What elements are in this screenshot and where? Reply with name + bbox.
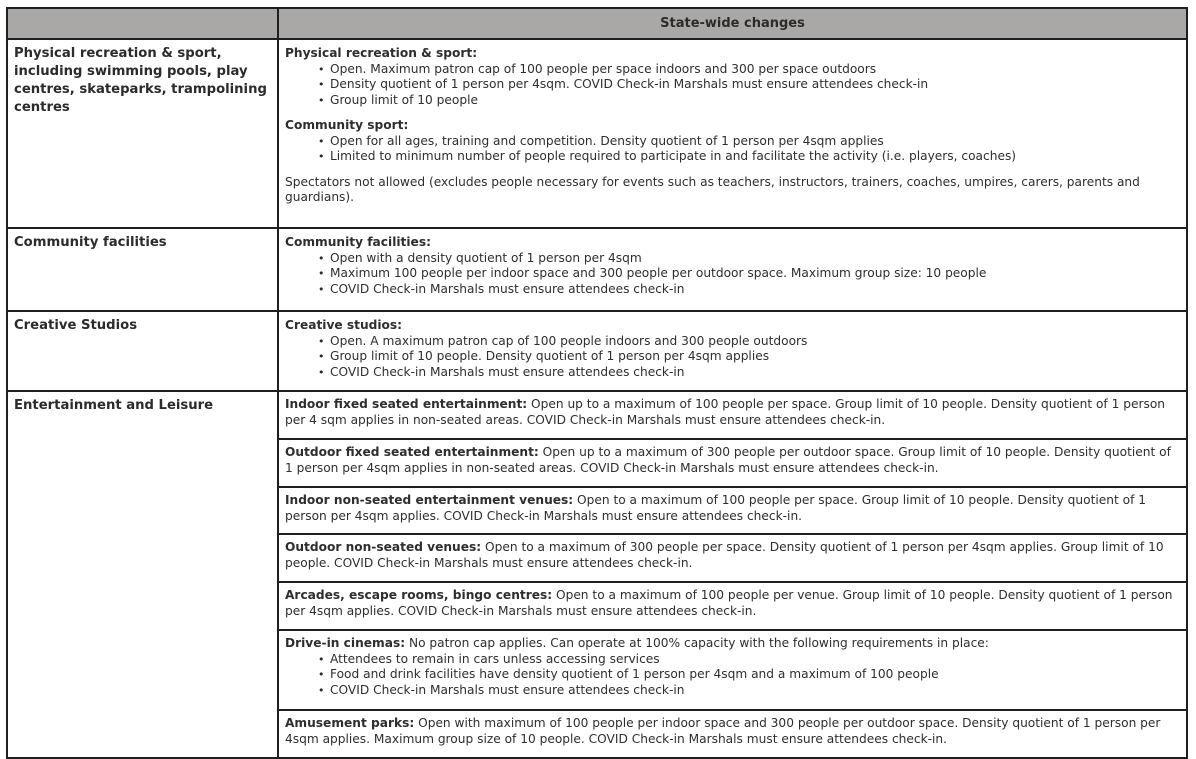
bullet-list [285,62,1180,109]
subrow-text: Open to a maximum of 300 people per space. Density quotient of 1 person per 4sqm applies. Group limit of 10 people. COVID Check-in Marshals must ensure attendees check-in. [285,540,1164,570]
category-cell: Creative Studios [8,312,279,390]
list-item: • Group limit of 10 people [330,93,1180,109]
section-title: Physical recreation & sport: [285,46,478,60]
details-cell [279,312,1186,390]
list-item: • Food and drink facilities have density quotient of 1 person per 4sqm and a maximum of 100 people [330,667,1180,683]
list-item: • COVID Check-in Marshals must ensure attendees check-in [330,683,1180,699]
list-item: • COVID Check-in Marshals must ensure attendees check-in [330,282,1180,298]
subrow-outdoor-fixed-seated [279,438,1186,486]
list-item: • Open for all ages, training and competition. Density quotient of 1 person per 4sqm applies [330,134,1180,150]
list-item: • Open. Maximum patron cap of 100 people per space indoors and 300 per space outdoors [330,62,1180,78]
subrow-title: Indoor non-seated entertainment venues: [285,493,574,507]
details-cell [279,229,1186,310]
category-cell: Entertainment and Leisure [8,392,279,757]
subrow-arcades [279,581,1186,629]
bullet-list [285,334,1180,381]
bullet-list [285,134,1180,165]
subrow-title: Drive-in cinemas: [285,636,406,650]
subrow-title: Arcades, escape rooms, bingo centres: [285,588,553,602]
subrow-title: Outdoor non-seated venues: [285,540,482,554]
subrow-amusement-parks [279,709,1186,757]
list-item: • Open. A maximum patron cap of 100 people indoors and 300 people outdoors [330,334,1180,350]
subrow-title: Indoor fixed seated entertainment: [285,397,528,411]
list-item: • Density quotient of 1 person per 4sqm. COVID Check-in Marshals must ensure attendees check-in [330,77,1180,93]
bullet-list [285,652,1180,699]
list-item: • Open with a density quotient of 1 person per 4sqm [330,251,1180,267]
list-item: • Limited to minimum number of people required to participate in and facilitate the activity (i.e. players, coaches) [330,149,1180,165]
section-title: Creative studios: [285,318,403,332]
table-row-physical-recreation [8,38,1186,227]
table-row-community-facilities [8,227,1186,310]
details-cell [279,392,1186,757]
subrow-text: Open with maximum of 100 people per indoor space and 300 people per outdoor space. Density quotient of 1 person per 4sqm applies. Maximum group size of 10 people. COVID Check-in Marshals must ensure attendees check-in. [285,716,1161,746]
section-title: Community sport: [285,118,409,132]
category-cell: Physical recreation & sport, including swimming pools, play centres, skateparks, trampolining centres [8,40,279,227]
section-title: Community facilities: [285,235,431,249]
subrow-text: Open up to a maximum of 300 people per outdoor space. Group limit of 10 people. Density quotient of 1 person per 4sqm applies in non-seated areas. COVID Check-in Marshals must ensure attendees check-in. [285,445,1171,475]
header-cell-category [8,9,279,38]
subrow-text: Open to a maximum of 100 people per venue. Group limit of 10 people. Density quotient of 1 person per 4sqm applies. COVID Check-in Marshals must ensure attendees check-in. [285,588,1173,618]
subrow-text: Open up to a maximum of 100 people per space. Group limit of 10 people. Density quotient of 1 person per 4 sqm applies in non-seated areas. COVID Check-in Marshals must ensure attendees check-in. [285,397,1166,427]
list-item: • COVID Check-in Marshals must ensure attendees check-in [330,365,1180,381]
subrow-title: Amusement parks: [285,716,415,730]
subrow-drive-in-cinemas [279,629,1186,709]
table-header-row [8,9,1186,38]
subrow-indoor-non-seated [279,486,1186,533]
list-item: • Group limit of 10 people. Density quotient of 1 person per 4sqm applies [330,349,1180,365]
subrow-outdoor-non-seated [279,533,1186,581]
list-item: • Maximum 100 people per indoor space and 300 people per outdoor space. Maximum group size: 10 people [330,266,1180,282]
restrictions-table [6,7,1188,759]
bullet-list [285,251,1180,298]
details-cell [279,40,1186,227]
spectators-note: Spectators not allowed (excludes people necessary for events such as teachers, instructors, trainers, coaches, umpires, carers, parents and guardians). [285,174,1140,204]
table-row-entertainment-leisure [8,390,1186,757]
table-row-creative-studios [8,310,1186,390]
list-item: • Attendees to remain in cars unless accessing services [330,652,1180,668]
subrow-title: Outdoor fixed seated entertainment: [285,445,539,459]
subrow-text: Open to a maximum of 100 people per space. Group limit of 10 people. Density quotient of 1 person per 4sqm applies. COVID Check-in Marshals must ensure attendees check-in. [285,493,1147,523]
subrow-text: No patron cap applies. Can operate at 100% capacity with the following requirements in place: [405,636,989,650]
header-cell-state-wide-changes: State-wide changes [660,16,805,31]
category-cell: Community facilities [8,229,279,310]
subrow-indoor-fixed-seated [279,392,1186,438]
